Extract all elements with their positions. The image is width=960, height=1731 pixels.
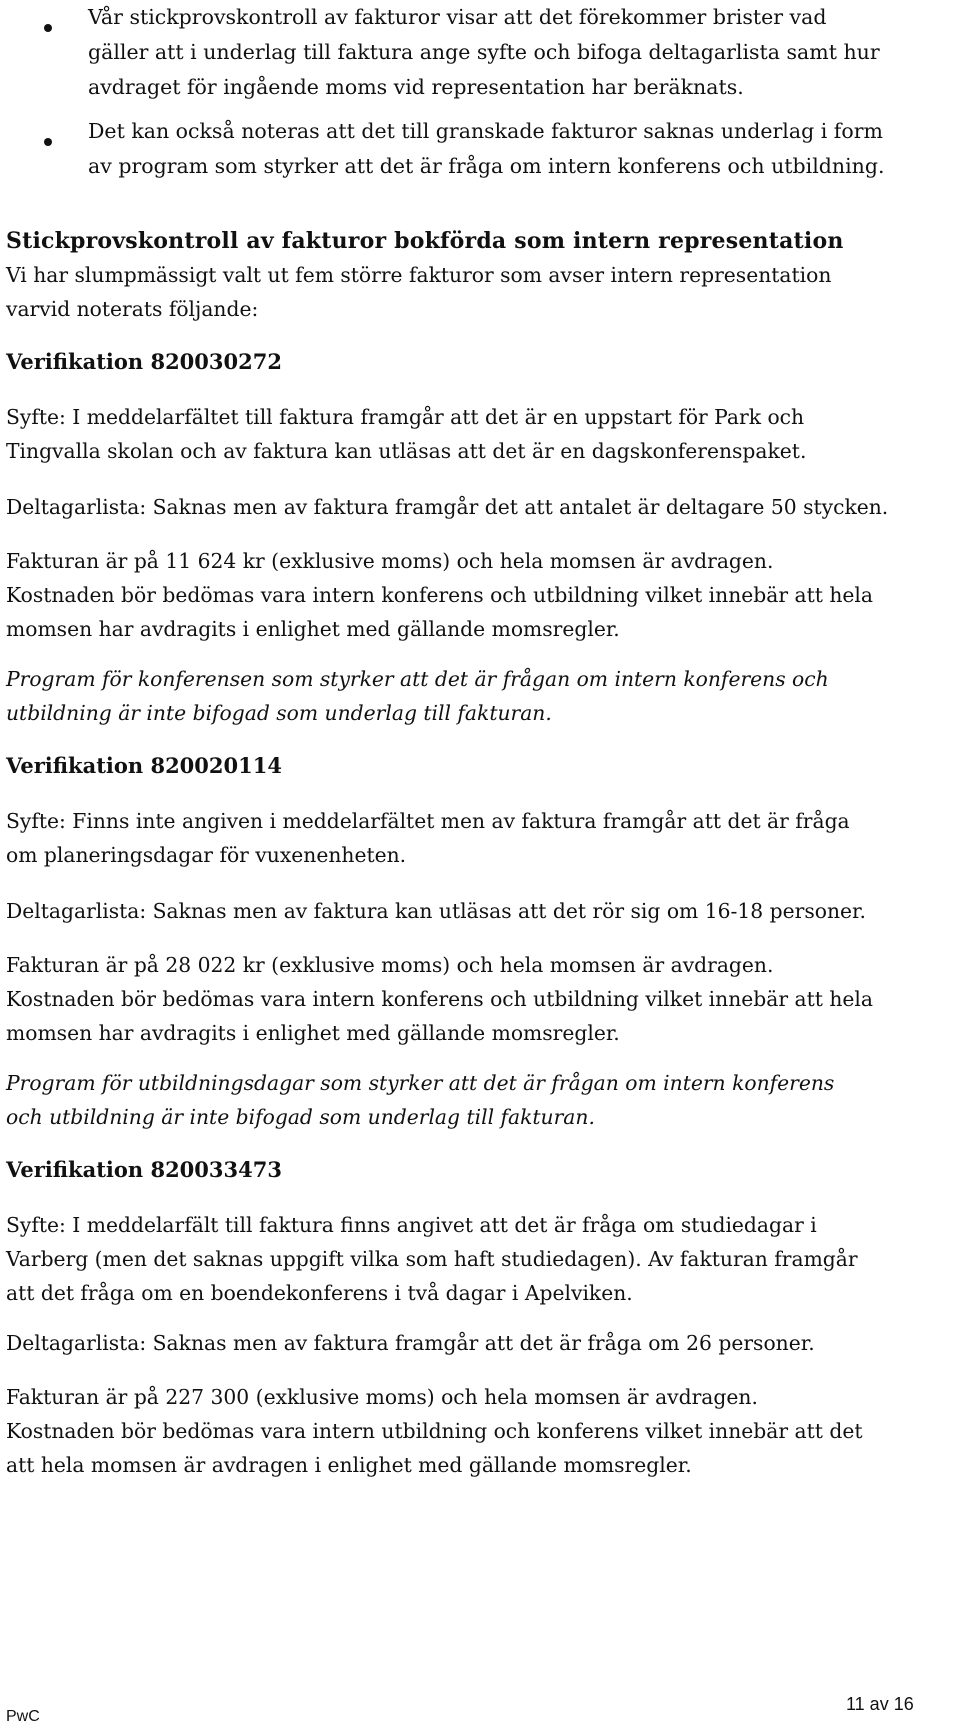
text-line: Syfte: I meddelarfältet till faktura framgår att det är en uppstart för Park och <box>6 405 805 429</box>
bullet-line: gäller att i underlag till faktura ange syfte och bifoga deltagarlista samt hur <box>88 40 880 64</box>
verification-heading: Verifikation 820030272 <box>6 349 282 374</box>
text-line: Deltagarlista: Saknas men av faktura kan utläsas att det rör sig om 16-18 personer. <box>6 899 866 923</box>
text-line: Kostnaden bör bedömas vara intern konferens och utbildning vilket innebär att hela <box>6 583 873 607</box>
bullet-line: Det kan också noteras att det till granskade fakturor saknas underlag i form <box>88 119 883 143</box>
program-paragraph <box>6 662 951 730</box>
text-line: utbildning är inte bifogad som underlag till fakturan. <box>6 701 552 725</box>
program-paragraph <box>6 1066 951 1134</box>
deltagarlista-paragraph <box>6 894 951 928</box>
text-line: om planeringsdagar för vuxenenheten. <box>6 843 407 867</box>
text-line: Kostnaden bör bedömas vara intern konferens och utbildning vilket innebär att hela <box>6 987 873 1011</box>
text-line: att hela momsen är avdragen i enlighet med gällande momsregler. <box>6 1453 692 1477</box>
intro-paragraph <box>6 258 951 326</box>
syfte-paragraph <box>6 400 951 468</box>
bullet-line: av program som styrker att det är fråga om intern konferens och utbildning. <box>88 154 885 178</box>
faktura-paragraph <box>6 948 951 1050</box>
syfte-paragraph <box>6 804 951 872</box>
deltagarlista-paragraph <box>6 1326 951 1360</box>
text-line: Syfte: Finns inte angiven i meddelarfältet men av faktura framgår att det är fråga <box>6 809 850 833</box>
text-line: Vi har slumpmässigt valt ut fem större fakturor som avser intern representation <box>6 263 832 287</box>
bullet-line: avdraget för ingående moms vid representation har beräknats. <box>88 75 744 99</box>
bullet-item <box>88 0 938 105</box>
text-line: varvid noterats följande: <box>6 297 259 321</box>
brand-logo: PwC <box>6 1708 40 1725</box>
verification-heading: Verifikation 820020114 <box>6 753 282 778</box>
section-heading: Stickprovskontroll av fakturor bokförda som intern representation <box>6 228 844 254</box>
text-line: Fakturan är på 28 022 kr (exklusive moms) och hela momsen är avdragen. <box>6 953 774 977</box>
bullet-line: Vår stickprovskontroll av fakturor visar att det förekommer brister vad <box>88 5 827 29</box>
text-line: momsen har avdragits i enlighet med gällande momsregler. <box>6 617 620 641</box>
bullet-dot <box>44 24 52 32</box>
text-line: Program för utbildningsdagar som styrker att det är frågan om intern konferens <box>6 1071 835 1095</box>
faktura-paragraph <box>6 1380 951 1482</box>
verification-heading: Verifikation 820033473 <box>6 1157 282 1182</box>
text-line: Kostnaden bör bedömas vara intern utbildning och konferens vilket innebär att det <box>6 1419 863 1443</box>
text-line: att det fråga om en boendekonferens i två dagar i Apelviken. <box>6 1281 633 1305</box>
text-line: momsen har avdragits i enlighet med gällande momsregler. <box>6 1021 620 1045</box>
text-line: Deltagarlista: Saknas men av faktura framgår det att antalet är deltagare 50 stycken. <box>6 495 889 519</box>
text-line: Deltagarlista: Saknas men av faktura framgår att det är fråga om 26 personer. <box>6 1331 815 1355</box>
syfte-paragraph <box>6 1208 951 1310</box>
bullet-item <box>88 114 938 184</box>
text-line: Syfte: I meddelarfält till faktura finns angivet att det är fråga om studiedagar i <box>6 1213 817 1237</box>
bullet-dot <box>44 138 52 146</box>
deltagarlista-paragraph <box>6 490 951 524</box>
text-line: Fakturan är på 11 624 kr (exklusive moms) och hela momsen är avdragen. <box>6 549 774 573</box>
text-line: Varberg (men det saknas uppgift vilka som haft studiedagen). Av fakturan framgår <box>6 1247 858 1271</box>
text-line: och utbildning är inte bifogad som underlag till fakturan. <box>6 1105 595 1129</box>
text-line: Tingvalla skolan och av faktura kan utläsas att det är en dagskonferenspaket. <box>6 439 807 463</box>
text-line: Fakturan är på 227 300 (exklusive moms) och hela momsen är avdragen. <box>6 1385 758 1409</box>
page-number: 11 av 16 <box>846 1694 914 1714</box>
text-line: Program för konferensen som styrker att det är frågan om intern konferens och <box>6 667 829 691</box>
faktura-paragraph <box>6 544 951 646</box>
